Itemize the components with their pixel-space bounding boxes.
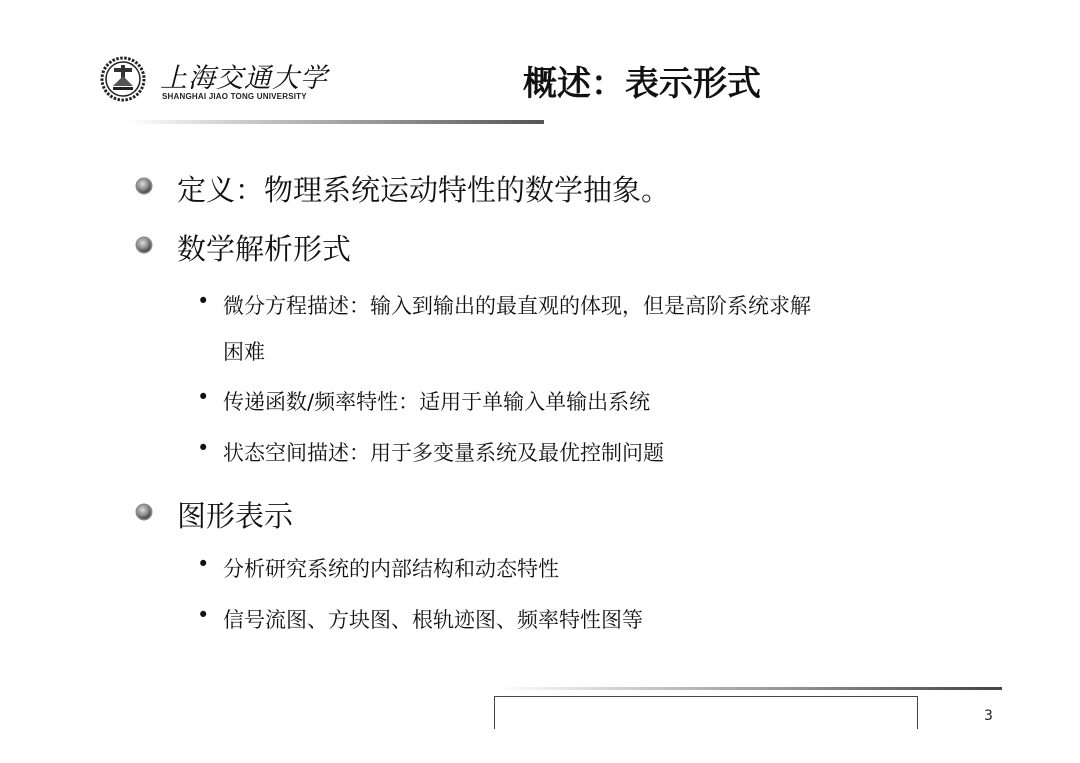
- dot-bullet-icon: •: [197, 552, 210, 576]
- bullet-text: 图形表示: [177, 499, 294, 533]
- slide-title: 概述：表示形式: [523, 64, 761, 104]
- round-bullet-icon: [137, 505, 151, 519]
- bullet-text: 数学解析形式: [177, 232, 352, 266]
- page-number: 3: [984, 708, 993, 724]
- dot-bullet-icon: •: [197, 385, 210, 409]
- title-divider: [128, 120, 544, 124]
- sub-bullet-text: 传递函数/频率特性：适用于单输入单输出系统: [223, 390, 651, 414]
- university-seal-icon: [100, 56, 146, 102]
- sub-bullet-continuation: 困难: [223, 340, 265, 364]
- sub-bullet-text: 状态空间描述：用于多变量系统及最优控制问题: [223, 441, 664, 465]
- logo-english-name: SHANGHAI JIAO TONG UNIVERSITY: [162, 92, 307, 101]
- round-bullet-icon: [137, 238, 151, 252]
- university-logo: [100, 56, 520, 116]
- sub-bullet-text: 微分方程描述：输入到输出的最直观的体现，但是高阶系统求解: [223, 294, 811, 318]
- sub-bullet-text: 信号流图、方块图、根轨迹图、频率特性图等: [223, 608, 643, 632]
- bullet-text: 定义：物理系统运动特性的数学抽象。: [177, 173, 671, 207]
- dot-bullet-icon: •: [197, 603, 210, 627]
- sub-bullet-text: 分析研究系统的内部结构和动态特性: [223, 557, 559, 581]
- dot-bullet-icon: •: [197, 289, 210, 313]
- footer-box: [494, 696, 918, 729]
- round-bullet-icon: [137, 179, 151, 193]
- dot-bullet-icon: •: [197, 436, 210, 460]
- footer-divider: [494, 687, 1002, 690]
- logo-chinese-name: 上海交通大学: [160, 63, 328, 94]
